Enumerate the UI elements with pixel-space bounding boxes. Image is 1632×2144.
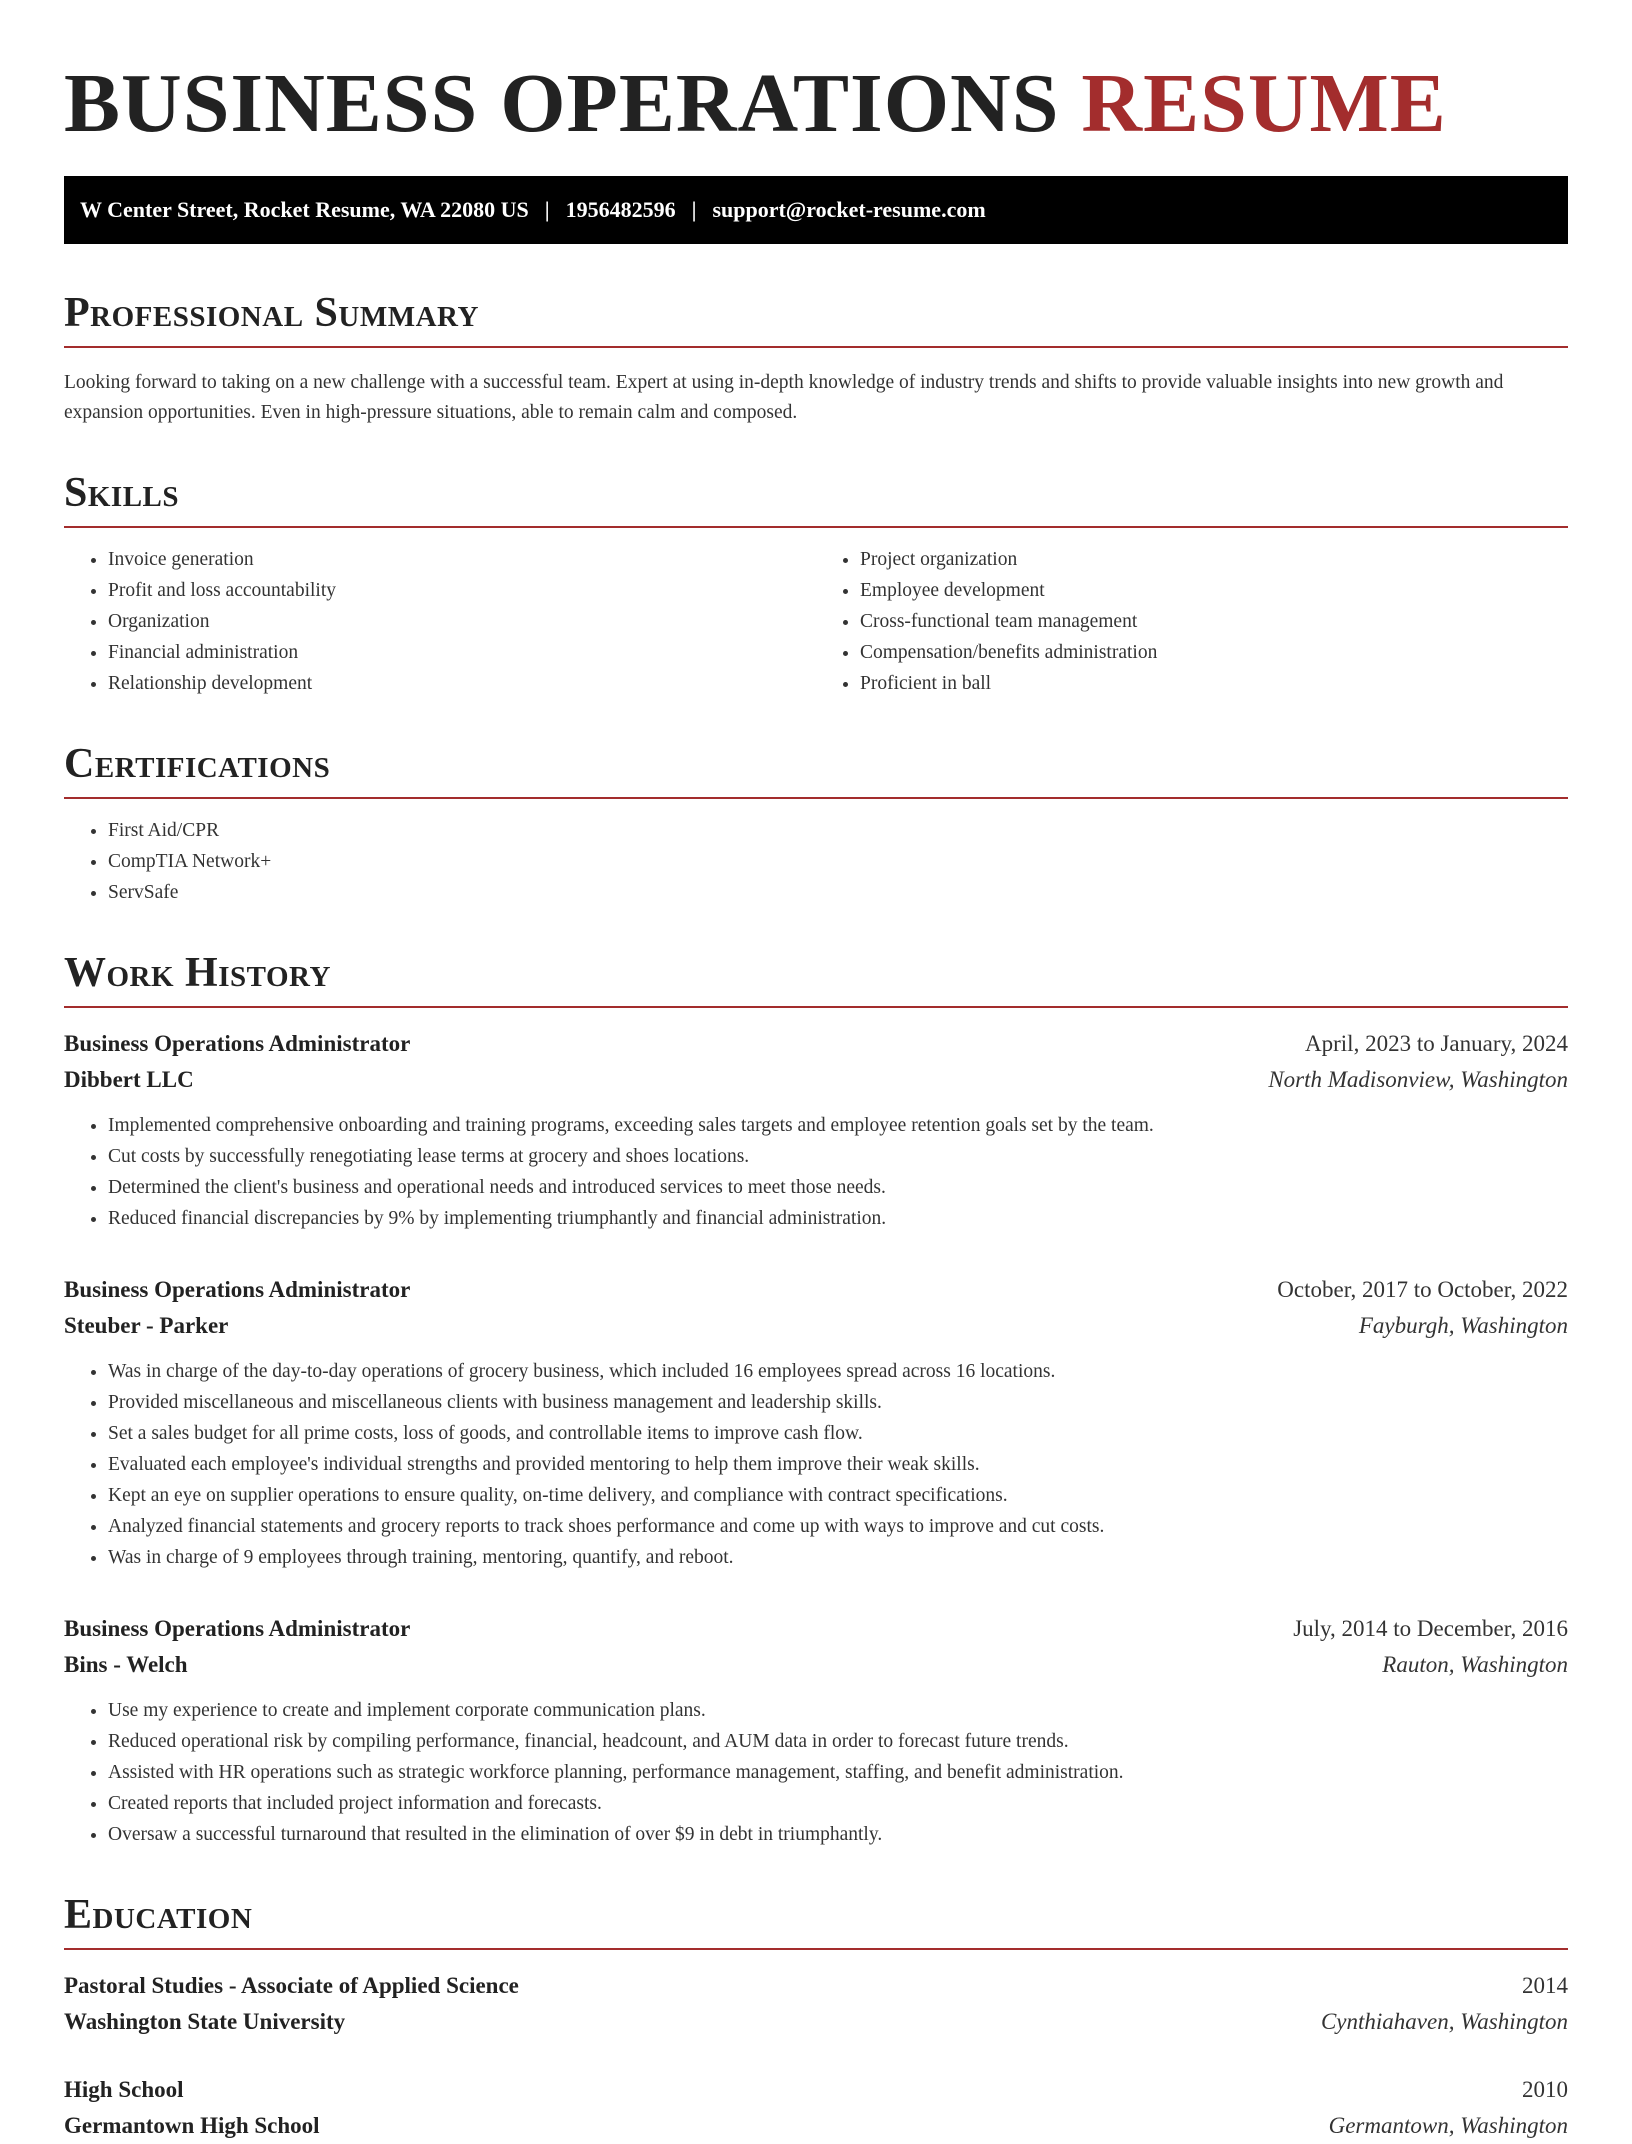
job-location: Rauton, Washington	[1382, 1652, 1568, 1677]
skills-list-right	[816, 544, 1568, 699]
skill-item: • Cross-functional team management	[860, 606, 1568, 637]
job-bullet: • Use my experience to create and implement corporate communication plans.	[108, 1695, 1568, 1726]
job-location: North Madisonview, Washington	[1268, 1067, 1568, 1092]
job-company: Steuber - Parker	[64, 1313, 229, 1338]
job-dates: April, 2023 to January, 2024	[1305, 1031, 1568, 1056]
education-heading: Education	[64, 1890, 1568, 1950]
education-degree: Pastoral Studies - Associate of Applied Science	[64, 1973, 519, 1998]
job-dates: July, 2014 to December, 2016	[1293, 1616, 1568, 1641]
job-bullet: • Analyzed financial statements and grocery reports to track shoes performance and come up with ways to improve and cut costs.	[108, 1511, 1568, 1542]
title-main: BUSINESS OPERATIONS	[64, 57, 1060, 150]
certifications-list	[64, 815, 1568, 908]
skill-item: • Invoice generation	[108, 544, 816, 575]
education-location: Cynthiahaven, Washington	[1320, 2009, 1568, 2034]
skill-item: • Compensation/benefits administration	[860, 637, 1568, 668]
certifications-section	[64, 739, 1568, 908]
job-bullet: • Provided miscellaneous and miscellaneous clients with business management and leadership skills.	[108, 1387, 1568, 1418]
contact-phone: 1956482596	[565, 197, 676, 222]
education-year: 2010	[1522, 2077, 1568, 2102]
skill-item: • Profit and loss accountability	[108, 575, 816, 606]
job-company: Dibbert LLC	[64, 1067, 194, 1092]
education-school: Washington State University	[64, 2009, 346, 2034]
title-accent: RESUME	[1081, 57, 1447, 150]
job-bullet: • Oversaw a successful turnaround that resulted in the elimination of over $9 in debt in triumphantly.	[108, 1819, 1568, 1850]
education-entry	[64, 2072, 1568, 2144]
contact-separator: |	[544, 197, 550, 222]
job-bullet: • Implemented comprehensive onboarding and training programs, exceeding sales targets and employee retention goals set by the team.	[108, 1110, 1568, 1141]
job-bullets	[64, 1110, 1568, 1234]
job-bullet: • Assisted with HR operations such as strategic workforce planning, performance management, staffing, and benefit administration.	[108, 1757, 1568, 1788]
skills-heading: Skills	[64, 468, 1568, 528]
skills-list-left	[64, 544, 816, 699]
job-bullet: • Reduced financial discrepancies by 9% by implementing triumphantly and financial administration.	[108, 1203, 1568, 1234]
certification-item: • CompTIA Network+	[108, 846, 1568, 877]
summary-text: Looking forward to taking on a new challenge with a successful team. Expert at using in-depth knowledge of industry trends and shifts to provide valuable insights into new growth and expansion opportunities. Even in high-pressure situations, able to remain calm and composed.	[64, 372, 1504, 423]
skills-section	[64, 468, 1568, 699]
job-bullet: • Kept an eye on supplier operations to ensure quality, on-time delivery, and compliance with contract specifications.	[108, 1480, 1568, 1511]
job-entry	[64, 1272, 1568, 1573]
job-location: Fayburgh, Washington	[1358, 1313, 1568, 1338]
job-bullet: • Cut costs by successfully renegotiating lease terms at grocery and shoes locations.	[108, 1141, 1568, 1172]
education-section	[64, 1890, 1568, 2144]
skill-item: • Project organization	[860, 544, 1568, 575]
job-company: Bins - Welch	[64, 1652, 188, 1677]
contact-email: support@rocket-resume.com	[712, 197, 986, 222]
summary-section	[64, 288, 1568, 428]
education-year: 2014	[1522, 1973, 1568, 1998]
certifications-heading: Certifications	[64, 739, 1568, 799]
certification-item: • ServSafe	[108, 877, 1568, 908]
work-history-heading: Work History	[64, 948, 1568, 1008]
job-entry	[64, 1026, 1568, 1234]
education-degree: High School	[64, 2077, 184, 2102]
skill-item: • Organization	[108, 606, 816, 637]
job-bullet: • Was in charge of 9 employees through training, mentoring, quantify, and reboot.	[108, 1542, 1568, 1573]
skill-item: • Proficient in ball	[860, 668, 1568, 699]
job-bullets	[64, 1695, 1568, 1850]
job-title: Business Operations Administrator	[64, 1616, 411, 1641]
job-title: Business Operations Administrator	[64, 1277, 411, 1302]
job-bullet: • Created reports that included project information and forecasts.	[108, 1788, 1568, 1819]
job-dates: October, 2017 to October, 2022	[1277, 1277, 1568, 1302]
job-bullet: • Set a sales budget for all prime costs, loss of goods, and controllable items to improve cash flow.	[108, 1418, 1568, 1449]
job-bullets	[64, 1356, 1568, 1573]
job-bullet: • Reduced operational risk by compiling performance, financial, headcount, and AUM data in order to forecast future trends.	[108, 1726, 1568, 1757]
job-bullet: • Evaluated each employee's individual strengths and provided mentoring to help them improve their weak skills.	[108, 1449, 1568, 1480]
resume-title	[64, 0, 1568, 152]
education-school: Germantown High School	[64, 2113, 320, 2138]
skills-grid	[64, 528, 1568, 699]
job-bullet: • Was in charge of the day-to-day operations of grocery business, which included 16 employees spread across 16 locations.	[108, 1356, 1568, 1387]
contact-bar	[64, 176, 1568, 244]
education-entry	[64, 1968, 1568, 2040]
education-location: Germantown, Washington	[1328, 2113, 1568, 2138]
skill-item: • Financial administration	[108, 637, 816, 668]
job-entry	[64, 1611, 1568, 1850]
summary-heading: Professional Summary	[64, 288, 1568, 348]
skill-item: • Employee development	[860, 575, 1568, 606]
job-bullet: • Determined the client's business and operational needs and introduced services to meet those needs.	[108, 1172, 1568, 1203]
work-history-section	[64, 948, 1568, 1850]
job-title: Business Operations Administrator	[64, 1031, 411, 1056]
contact-separator: |	[691, 197, 697, 222]
contact-address: W Center Street, Rocket Resume, WA 22080 US	[80, 197, 529, 222]
skill-item: • Relationship development	[108, 668, 816, 699]
certification-item: • First Aid/CPR	[108, 815, 1568, 846]
